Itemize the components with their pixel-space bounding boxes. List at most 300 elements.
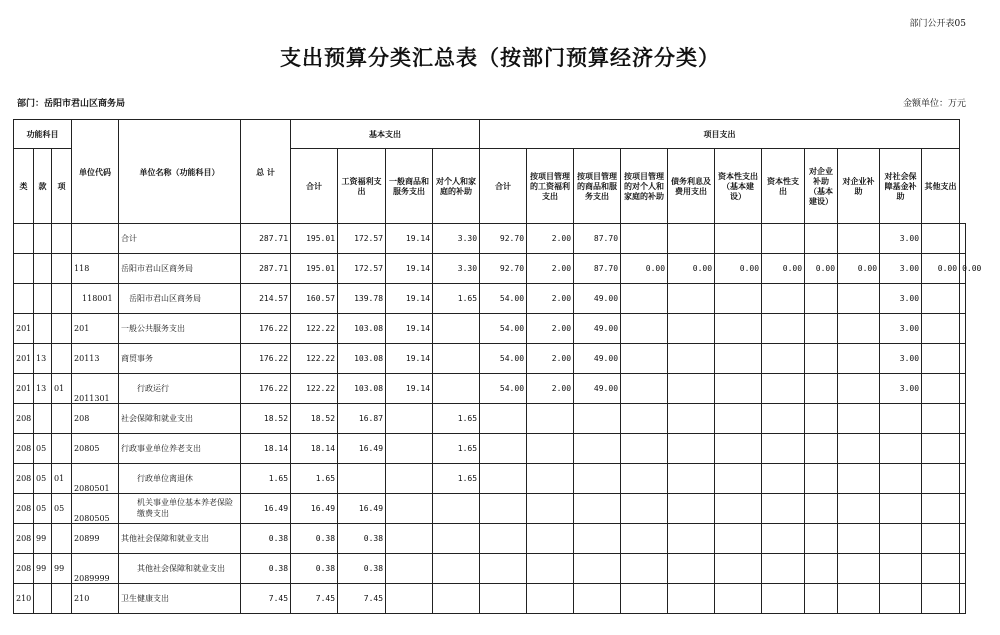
cell-amount (386, 404, 433, 434)
cell-amount (715, 494, 762, 524)
cell-lei: 208 (14, 404, 34, 434)
cell-amount (527, 524, 574, 554)
cell-amount: 3.00 (880, 374, 922, 404)
cell-amount (960, 224, 966, 254)
cell-amount: 19.14 (386, 254, 433, 284)
cell-amount: 2.00 (527, 224, 574, 254)
table-row (14, 344, 966, 374)
cell-amount: 19.14 (386, 224, 433, 254)
cell-amount: 1.65 (433, 404, 480, 434)
cell-amount (762, 434, 805, 464)
cell-amount (960, 314, 966, 344)
cell-amount (480, 524, 527, 554)
cell-amount (527, 554, 574, 584)
cell-amount (527, 434, 574, 464)
cell-amount (621, 554, 668, 584)
cell-amount (621, 374, 668, 404)
cell-unit-name: 岳阳市君山区商务局 (119, 284, 241, 314)
cell-amount (668, 314, 715, 344)
cell-amount (805, 224, 838, 254)
header-basic-expenditure: 基本支出 (291, 120, 480, 149)
cell-amount (762, 554, 805, 584)
cell-amount: 49.00 (574, 314, 621, 344)
cell-amount (880, 434, 922, 464)
header-project-col: 按项目管理的对个人和家庭的补助 (621, 149, 668, 224)
cell-amount (805, 524, 838, 554)
cell-amount (762, 284, 805, 314)
cell-amount: 214.57 (241, 284, 291, 314)
cell-amount (715, 584, 762, 614)
cell-kuan (34, 284, 52, 314)
cell-amount (762, 404, 805, 434)
cell-amount: 18.52 (291, 404, 338, 434)
cell-amount (715, 284, 762, 314)
cell-amount (715, 314, 762, 344)
cell-unit-name: 行政单位离退休 (119, 464, 241, 494)
cell-amount (668, 404, 715, 434)
cell-amount (838, 374, 880, 404)
cell-kuan: 13 (34, 374, 52, 404)
cell-xiang (52, 284, 72, 314)
cell-amount: 287.71 (241, 224, 291, 254)
cell-unit-name: 卫生健康支出 (119, 584, 241, 614)
cell-kuan (34, 314, 52, 344)
cell-amount (715, 404, 762, 434)
cell-amount: 2.00 (527, 374, 574, 404)
cell-amount (715, 344, 762, 374)
cell-amount: 54.00 (480, 374, 527, 404)
table-row (14, 284, 966, 314)
cell-amount (433, 584, 480, 614)
cell-amount: 16.49 (241, 494, 291, 524)
cell-amount (805, 464, 838, 494)
header-total: 总 计 (241, 120, 291, 224)
cell-amount (805, 554, 838, 584)
cell-amount: 122.22 (291, 374, 338, 404)
cell-unit-code: 2080505 (72, 494, 119, 524)
cell-amount (433, 344, 480, 374)
cell-amount (433, 374, 480, 404)
cell-amount: 16.49 (291, 494, 338, 524)
header-project-col: 资本性支出（基本建设） (715, 149, 762, 224)
cell-amount (880, 554, 922, 584)
cell-unit-name: 商贸事务 (119, 344, 241, 374)
cell-amount: 7.45 (241, 584, 291, 614)
header-lei: 类 (14, 149, 34, 224)
table-row (14, 404, 966, 434)
cell-amount (668, 434, 715, 464)
cell-amount: 139.78 (338, 284, 386, 314)
cell-unit-name: 其他社会保障和就业支出 (119, 524, 241, 554)
cell-kuan (34, 254, 52, 284)
cell-amount (762, 224, 805, 254)
cell-amount: 103.08 (338, 314, 386, 344)
cell-amount (922, 464, 960, 494)
expenditure-table (13, 119, 982, 614)
cell-amount (715, 554, 762, 584)
cell-amount (480, 434, 527, 464)
cell-amount (838, 344, 880, 374)
cell-amount (762, 584, 805, 614)
cell-amount (960, 434, 966, 464)
cell-lei: 208 (14, 554, 34, 584)
cell-amount: 0.38 (338, 524, 386, 554)
cell-unit-code: 210 (72, 584, 119, 614)
table-row (14, 314, 966, 344)
cell-amount: 2.00 (527, 254, 574, 284)
cell-amount: 3.00 (880, 224, 922, 254)
cell-amount: 122.22 (291, 344, 338, 374)
cell-amount: 19.14 (386, 314, 433, 344)
cell-xiang: 01 (52, 374, 72, 404)
cell-amount (762, 464, 805, 494)
cell-amount: 0.00 (922, 254, 960, 284)
cell-amount (621, 464, 668, 494)
cell-amount (922, 284, 960, 314)
cell-amount (386, 494, 433, 524)
cell-amount: 0.38 (241, 554, 291, 584)
cell-amount: 2.00 (527, 344, 574, 374)
cell-amount (838, 314, 880, 344)
cell-amount (838, 404, 880, 434)
cell-amount: 1.65 (433, 434, 480, 464)
cell-amount (574, 554, 621, 584)
cell-unit-name: 合计 (119, 224, 241, 254)
cell-amount: 287.71 (241, 254, 291, 284)
cell-amount (621, 434, 668, 464)
cell-amount: 0.38 (338, 554, 386, 584)
cell-amount (386, 434, 433, 464)
cell-xiang (52, 404, 72, 434)
cell-amount: 3.30 (433, 254, 480, 284)
cell-amount: 3.30 (433, 224, 480, 254)
cell-unit-name: 其他社会保障和就业支出 (119, 554, 241, 584)
cell-kuan: 05 (34, 434, 52, 464)
header-project-col: 对社会保障基金补助 (880, 149, 922, 224)
header-unit-code: 单位代码 (72, 120, 119, 224)
cell-amount: 19.14 (386, 344, 433, 374)
cell-unit-name: 行政运行 (119, 374, 241, 404)
cell-amount (668, 554, 715, 584)
cell-amount (715, 434, 762, 464)
cell-amount: 0.00 (762, 254, 805, 284)
cell-amount (621, 584, 668, 614)
cell-amount (880, 584, 922, 614)
cell-amount (838, 524, 880, 554)
cell-lei: 208 (14, 434, 34, 464)
cell-xiang (52, 584, 72, 614)
cell-amount: 0.38 (241, 524, 291, 554)
cell-amount (574, 464, 621, 494)
cell-amount (668, 524, 715, 554)
cell-amount: 18.52 (241, 404, 291, 434)
header-basic-col: 一般商品和服务支出 (386, 149, 433, 224)
cell-amount (715, 524, 762, 554)
cell-amount: 3.00 (880, 344, 922, 374)
cell-amount: 195.01 (291, 254, 338, 284)
cell-amount: 87.70 (574, 224, 621, 254)
cell-amount (838, 434, 880, 464)
header-basic-col: 工资福利支出 (338, 149, 386, 224)
cell-unit-code: 118 (72, 254, 119, 284)
cell-amount: 16.49 (338, 494, 386, 524)
cell-amount (838, 284, 880, 314)
header-project-col: 按项目管理的工资福利支出 (527, 149, 574, 224)
cell-amount: 19.14 (386, 284, 433, 314)
cell-amount (762, 374, 805, 404)
cell-amount (880, 524, 922, 554)
table-row (14, 374, 966, 404)
cell-amount: 0.00 (668, 254, 715, 284)
cell-amount (527, 494, 574, 524)
cell-amount (621, 494, 668, 524)
cell-amount (960, 584, 966, 614)
cell-amount: 0.38 (291, 524, 338, 554)
cell-amount (960, 404, 966, 434)
cell-amount (922, 344, 960, 374)
cell-amount: 1.65 (433, 284, 480, 314)
table-row (14, 224, 966, 254)
cell-amount (838, 464, 880, 494)
cell-kuan: 99 (34, 524, 52, 554)
cell-amount (386, 584, 433, 614)
cell-amount: 0.00 (960, 254, 966, 284)
table-row (14, 254, 966, 284)
form-number: 部门公开表05 (909, 19, 966, 29)
cell-amount (805, 374, 838, 404)
cell-amount (880, 404, 922, 434)
cell-amount (480, 554, 527, 584)
cell-amount (922, 314, 960, 344)
cell-kuan (34, 224, 52, 254)
cell-amount (922, 374, 960, 404)
cell-amount (433, 524, 480, 554)
cell-amount (805, 314, 838, 344)
cell-amount: 92.70 (480, 254, 527, 284)
table-row (14, 524, 966, 554)
header-project-col: 债务利息及费用支出 (668, 149, 715, 224)
header-unit-name: 单位名称（功能科目） (119, 120, 241, 224)
cell-unit-code: 201 (72, 314, 119, 344)
cell-amount (433, 314, 480, 344)
cell-amount (805, 584, 838, 614)
cell-amount: 54.00 (480, 314, 527, 344)
cell-amount (922, 494, 960, 524)
cell-amount (574, 404, 621, 434)
cell-amount: 176.22 (241, 314, 291, 344)
cell-lei: 210 (14, 584, 34, 614)
cell-amount: 18.14 (291, 434, 338, 464)
cell-amount: 160.57 (291, 284, 338, 314)
table-row (14, 434, 966, 464)
cell-amount (668, 584, 715, 614)
cell-amount (433, 554, 480, 584)
cell-amount (527, 584, 574, 614)
header-function-subject: 功能科目 (14, 120, 72, 149)
cell-amount (922, 434, 960, 464)
cell-amount (621, 524, 668, 554)
cell-kuan (34, 404, 52, 434)
cell-xiang: 01 (52, 464, 72, 494)
cell-unit-code: 208 (72, 404, 119, 434)
cell-amount (433, 494, 480, 524)
header-project-col: 合计 (480, 149, 527, 224)
cell-amount (480, 584, 527, 614)
cell-amount: 1.65 (241, 464, 291, 494)
header-project-col: 按项目管理的商品和服务支出 (574, 149, 621, 224)
header-project-col: 其他支出 (922, 149, 960, 224)
cell-amount: 0.00 (621, 254, 668, 284)
cell-amount: 103.08 (338, 374, 386, 404)
cell-amount (960, 494, 966, 524)
cell-amount: 54.00 (480, 344, 527, 374)
cell-amount: 2.00 (527, 314, 574, 344)
table-row (14, 554, 966, 584)
cell-amount (880, 464, 922, 494)
cell-amount (762, 494, 805, 524)
cell-amount: 2.00 (527, 284, 574, 314)
cell-amount (386, 524, 433, 554)
cell-amount (838, 584, 880, 614)
cell-amount (805, 284, 838, 314)
cell-xiang: 99 (52, 554, 72, 584)
cell-amount: 87.70 (574, 254, 621, 284)
cell-amount: 49.00 (574, 344, 621, 374)
cell-unit-code: 2011301 (72, 374, 119, 404)
cell-amount (621, 344, 668, 374)
cell-amount (574, 524, 621, 554)
cell-amount: 19.14 (386, 374, 433, 404)
cell-lei (14, 224, 34, 254)
cell-xiang (52, 224, 72, 254)
cell-amount (960, 524, 966, 554)
cell-amount (838, 224, 880, 254)
page-title: 支出预算分类汇总表（按部门预算经济分类） (280, 45, 720, 70)
cell-amount: 3.00 (880, 284, 922, 314)
header-project-col: 对企业补助 (838, 149, 880, 224)
cell-amount (574, 494, 621, 524)
cell-lei: 208 (14, 494, 34, 524)
cell-amount: 92.70 (480, 224, 527, 254)
cell-amount: 3.00 (880, 254, 922, 284)
cell-amount (715, 374, 762, 404)
cell-lei: 201 (14, 344, 34, 374)
cell-amount (668, 494, 715, 524)
cell-xiang (52, 524, 72, 554)
cell-amount (960, 344, 966, 374)
cell-lei (14, 284, 34, 314)
cell-amount (621, 284, 668, 314)
cell-kuan: 99 (34, 554, 52, 584)
cell-amount (960, 284, 966, 314)
cell-amount: 103.08 (338, 344, 386, 374)
cell-amount (668, 374, 715, 404)
table-row (14, 494, 966, 524)
cell-kuan: 05 (34, 494, 52, 524)
cell-kuan (34, 584, 52, 614)
cell-amount (838, 554, 880, 584)
cell-amount (922, 524, 960, 554)
header-basic-col: 合计 (291, 149, 338, 224)
cell-unit-name: 机关事业单位基本养老保险缴费支出 (119, 494, 241, 524)
cell-amount: 7.45 (291, 584, 338, 614)
cell-unit-name: 社会保障和就业支出 (119, 404, 241, 434)
cell-unit-code: 2080501 (72, 464, 119, 494)
cell-amount (621, 404, 668, 434)
cell-amount: 172.57 (338, 254, 386, 284)
cell-amount: 54.00 (480, 284, 527, 314)
cell-unit-name: 岳阳市君山区商务局 (119, 254, 241, 284)
cell-amount: 0.38 (291, 554, 338, 584)
cell-xiang (52, 434, 72, 464)
cell-xiang (52, 254, 72, 284)
header-project-col: 对企业补助（基本建设） (805, 149, 838, 224)
cell-amount: 1.65 (291, 464, 338, 494)
cell-amount (922, 224, 960, 254)
cell-amount (805, 404, 838, 434)
cell-amount: 122.22 (291, 314, 338, 344)
cell-amount (762, 344, 805, 374)
cell-amount (386, 464, 433, 494)
cell-amount (805, 494, 838, 524)
cell-amount (386, 554, 433, 584)
cell-amount (922, 404, 960, 434)
cell-unit-code: 20899 (72, 524, 119, 554)
cell-amount (668, 464, 715, 494)
cell-lei: 208 (14, 464, 34, 494)
cell-amount: 195.01 (291, 224, 338, 254)
amount-unit-label: 金额单位：万元 (902, 99, 966, 109)
cell-amount (621, 314, 668, 344)
cell-amount: 176.22 (241, 374, 291, 404)
department-label: 部门：岳阳市君山区商务局 (17, 99, 126, 109)
cell-lei: 201 (14, 374, 34, 404)
cell-amount (960, 554, 966, 584)
cell-amount: 49.00 (574, 374, 621, 404)
cell-amount (574, 584, 621, 614)
cell-amount (668, 344, 715, 374)
cell-unit-code: 118001 (72, 284, 119, 314)
cell-amount (715, 224, 762, 254)
cell-amount (838, 494, 880, 524)
cell-amount: 172.57 (338, 224, 386, 254)
cell-amount (480, 494, 527, 524)
cell-unit-code: 20113 (72, 344, 119, 374)
cell-amount: 16.87 (338, 404, 386, 434)
cell-kuan: 05 (34, 464, 52, 494)
cell-xiang (52, 344, 72, 374)
cell-unit-code: 2089999 (72, 554, 119, 584)
cell-amount: 1.65 (433, 464, 480, 494)
header-project-col: 资本性支出 (762, 149, 805, 224)
cell-amount (621, 224, 668, 254)
cell-amount (527, 404, 574, 434)
cell-amount (805, 434, 838, 464)
cell-amount (480, 404, 527, 434)
cell-amount: 49.00 (574, 284, 621, 314)
cell-amount: 7.45 (338, 584, 386, 614)
header-kuan: 款 (34, 149, 52, 224)
cell-amount: 0.00 (715, 254, 762, 284)
cell-amount: 0.00 (838, 254, 880, 284)
cell-amount: 16.49 (338, 434, 386, 464)
cell-amount: 3.00 (880, 314, 922, 344)
cell-amount: 18.14 (241, 434, 291, 464)
cell-amount (960, 464, 966, 494)
cell-amount (880, 494, 922, 524)
table-row (14, 464, 966, 494)
cell-lei: 201 (14, 314, 34, 344)
